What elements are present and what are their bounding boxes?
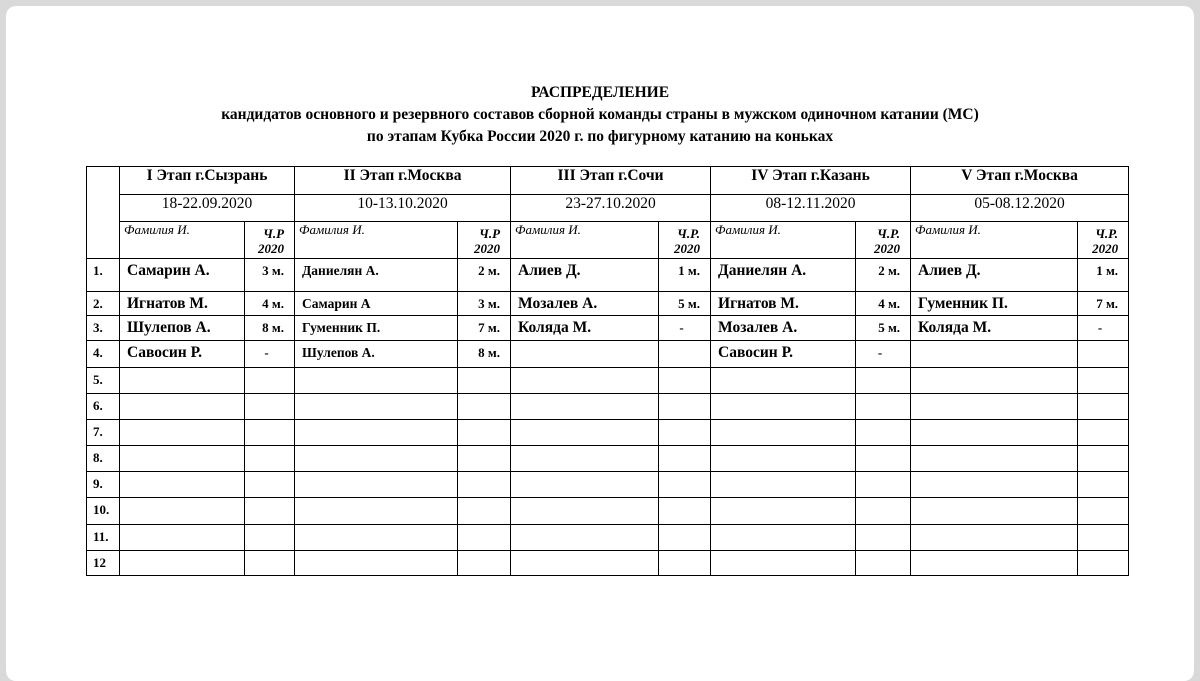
document-heading bbox=[0, 82, 1200, 148]
national-championship-place: 3 м. bbox=[458, 292, 511, 316]
skater-name bbox=[120, 420, 245, 446]
skater-name: Коляда М. bbox=[511, 316, 659, 341]
national-championship-place bbox=[856, 551, 911, 576]
document-subtitle-line-2: по этапам Кубка России 2020 г. по фигурному катанию на коньках bbox=[366, 128, 834, 145]
skater-name bbox=[120, 551, 245, 576]
skater-name bbox=[295, 368, 458, 394]
stage-dates: 08-12.11.2020 bbox=[711, 195, 911, 222]
rank-header-year: 2020 bbox=[474, 241, 501, 256]
national-championship-place bbox=[856, 472, 911, 498]
national-championship-place: 7 м. bbox=[1078, 292, 1129, 316]
national-championship-place: 1 м. bbox=[659, 259, 711, 292]
corner-cell bbox=[87, 167, 120, 259]
skater-name bbox=[295, 525, 458, 551]
national-championship-place bbox=[856, 368, 911, 394]
row-number: 12 bbox=[87, 551, 120, 576]
row-number: 11. bbox=[87, 525, 120, 551]
rank-column-header bbox=[856, 222, 911, 259]
document-title: РАСПРЕДЕЛЕНИЕ bbox=[530, 84, 670, 101]
skater-name: Мозалев А. bbox=[511, 292, 659, 316]
rank-column-header bbox=[245, 222, 295, 259]
skater-name bbox=[295, 551, 458, 576]
national-championship-place bbox=[659, 446, 711, 472]
national-championship-place: 5 м. bbox=[856, 316, 911, 341]
national-championship-place: 3 м. bbox=[245, 259, 295, 292]
row-number: 2. bbox=[87, 292, 120, 316]
national-championship-place bbox=[1078, 446, 1129, 472]
rank-header-label: Ч.Р bbox=[263, 226, 285, 241]
national-championship-place bbox=[245, 420, 295, 446]
national-championship-place bbox=[1078, 368, 1129, 394]
stage-dates: 05-08.12.2020 bbox=[911, 195, 1129, 222]
name-column-header: Фамилия И. bbox=[511, 222, 659, 259]
skater-name bbox=[120, 498, 245, 525]
national-championship-place bbox=[245, 472, 295, 498]
national-championship-place bbox=[1078, 472, 1129, 498]
skater-name bbox=[295, 394, 458, 420]
stage-title: II Этап г.Москва bbox=[295, 167, 511, 195]
rank-column-header bbox=[659, 222, 711, 259]
skater-name bbox=[120, 394, 245, 420]
national-championship-place bbox=[856, 394, 911, 420]
table-body bbox=[87, 259, 1129, 576]
stage-title: III Этап г.Сочи bbox=[511, 167, 711, 195]
skater-name bbox=[711, 368, 856, 394]
skater-name bbox=[711, 472, 856, 498]
national-championship-place bbox=[856, 525, 911, 551]
national-championship-place: - bbox=[1078, 316, 1129, 341]
skater-name bbox=[911, 341, 1078, 368]
national-championship-place bbox=[458, 394, 511, 420]
skater-name bbox=[511, 551, 659, 576]
national-championship-place bbox=[659, 394, 711, 420]
national-championship-place bbox=[1078, 551, 1129, 576]
rank-header-label: Ч.Р. bbox=[877, 226, 901, 241]
national-championship-place bbox=[659, 368, 711, 394]
skater-name bbox=[911, 420, 1078, 446]
skater-name bbox=[120, 525, 245, 551]
skater-name bbox=[295, 472, 458, 498]
row-number: 5. bbox=[87, 368, 120, 394]
row-number: 10. bbox=[87, 498, 120, 525]
national-championship-place: - bbox=[245, 341, 295, 368]
row-number: 3. bbox=[87, 316, 120, 341]
skater-name bbox=[911, 446, 1078, 472]
national-championship-place bbox=[245, 446, 295, 472]
national-championship-place bbox=[458, 472, 511, 498]
skater-name bbox=[295, 420, 458, 446]
skater-name: Даниелян А. bbox=[295, 259, 458, 292]
stage-dates: 23-27.10.2020 bbox=[511, 195, 711, 222]
skater-name bbox=[120, 446, 245, 472]
national-championship-place bbox=[458, 446, 511, 472]
skater-name: Игнатов М. bbox=[120, 292, 245, 316]
national-championship-place bbox=[856, 498, 911, 525]
skater-name bbox=[511, 420, 659, 446]
skater-name: Мозалев А. bbox=[711, 316, 856, 341]
table-row bbox=[87, 420, 1129, 446]
row-number: 1. bbox=[87, 259, 120, 292]
national-championship-place bbox=[856, 446, 911, 472]
national-championship-place bbox=[659, 525, 711, 551]
national-championship-place bbox=[1078, 420, 1129, 446]
skater-name bbox=[911, 394, 1078, 420]
table-row bbox=[87, 551, 1129, 576]
skater-name: Самарин А. bbox=[120, 259, 245, 292]
skater-name bbox=[711, 446, 856, 472]
skater-name: Алиев Д. bbox=[511, 259, 659, 292]
national-championship-place bbox=[458, 368, 511, 394]
skater-name bbox=[711, 525, 856, 551]
national-championship-place: 2 м. bbox=[856, 259, 911, 292]
skater-name: Гуменник П. bbox=[911, 292, 1078, 316]
national-championship-place: 4 м. bbox=[856, 292, 911, 316]
stage-dates: 10-13.10.2020 bbox=[295, 195, 511, 222]
skater-name bbox=[911, 498, 1078, 525]
skater-name bbox=[120, 472, 245, 498]
national-championship-place bbox=[458, 525, 511, 551]
rank-header-label: Ч.Р. bbox=[677, 226, 701, 241]
stage-title: V Этап г.Москва bbox=[911, 167, 1129, 195]
national-championship-place: 5 м. bbox=[659, 292, 711, 316]
national-championship-place bbox=[245, 525, 295, 551]
national-championship-place bbox=[1078, 498, 1129, 525]
stage-dates-row bbox=[87, 195, 1129, 222]
rank-header-year: 2020 bbox=[258, 241, 285, 256]
national-championship-place: 1 м. bbox=[1078, 259, 1129, 292]
stage-title: IV Этап г.Казань bbox=[711, 167, 911, 195]
national-championship-place bbox=[458, 420, 511, 446]
rank-column-header bbox=[458, 222, 511, 259]
national-championship-place bbox=[1078, 525, 1129, 551]
stage-dates: 18-22.09.2020 bbox=[120, 195, 295, 222]
skater-name bbox=[911, 472, 1078, 498]
skater-name bbox=[511, 525, 659, 551]
skater-name bbox=[711, 420, 856, 446]
skater-name bbox=[511, 446, 659, 472]
national-championship-place: 8 м. bbox=[458, 341, 511, 368]
skater-name: Самарин А bbox=[295, 292, 458, 316]
table-row bbox=[87, 498, 1129, 525]
national-championship-place bbox=[458, 498, 511, 525]
name-column-header: Фамилия И. bbox=[120, 222, 245, 259]
national-championship-place: 7 м. bbox=[458, 316, 511, 341]
skater-name bbox=[911, 368, 1078, 394]
skater-name bbox=[295, 446, 458, 472]
skater-name: Савосин Р. bbox=[711, 341, 856, 368]
table-row bbox=[87, 259, 1129, 292]
national-championship-place: - bbox=[856, 341, 911, 368]
skater-name: Коляда М. bbox=[911, 316, 1078, 341]
national-championship-place: - bbox=[659, 316, 711, 341]
rank-header-year: 2020 bbox=[1092, 241, 1119, 256]
skater-name bbox=[911, 525, 1078, 551]
table-row bbox=[87, 446, 1129, 472]
stage-title: I Этап г.Сызрань bbox=[120, 167, 295, 195]
table-row bbox=[87, 292, 1129, 316]
skater-name bbox=[511, 394, 659, 420]
rank-header-label: Ч.Р. bbox=[1095, 226, 1119, 241]
national-championship-place bbox=[1078, 341, 1129, 368]
national-championship-place bbox=[245, 551, 295, 576]
skater-name bbox=[295, 498, 458, 525]
national-championship-place bbox=[659, 551, 711, 576]
skater-name: Алиев Д. bbox=[911, 259, 1078, 292]
rank-header-label: Ч.Р bbox=[479, 226, 501, 241]
distribution-table bbox=[86, 166, 1129, 576]
skater-name bbox=[711, 498, 856, 525]
stage-header-row bbox=[87, 167, 1129, 195]
skater-name: Гуменник П. bbox=[295, 316, 458, 341]
national-championship-place bbox=[659, 472, 711, 498]
national-championship-place: 4 м. bbox=[245, 292, 295, 316]
name-column-header: Фамилия И. bbox=[711, 222, 856, 259]
table-row bbox=[87, 316, 1129, 341]
rank-header-year: 2020 bbox=[674, 241, 701, 256]
name-column-header: Фамилия И. bbox=[295, 222, 458, 259]
row-number: 8. bbox=[87, 446, 120, 472]
name-column-header: Фамилия И. bbox=[911, 222, 1078, 259]
national-championship-place bbox=[659, 498, 711, 525]
national-championship-place bbox=[245, 498, 295, 525]
row-number: 9. bbox=[87, 472, 120, 498]
skater-name: Шулепов А. bbox=[295, 341, 458, 368]
skater-name: Игнатов М. bbox=[711, 292, 856, 316]
skater-name bbox=[911, 551, 1078, 576]
skater-name bbox=[511, 498, 659, 525]
rank-header-year: 2020 bbox=[874, 241, 901, 256]
national-championship-place: 8 м. bbox=[245, 316, 295, 341]
rank-column-header bbox=[1078, 222, 1129, 259]
skater-name: Шулепов А. bbox=[120, 316, 245, 341]
national-championship-place bbox=[245, 368, 295, 394]
national-championship-place bbox=[1078, 394, 1129, 420]
national-championship-place bbox=[458, 551, 511, 576]
column-header-row bbox=[87, 222, 1129, 259]
skater-name bbox=[711, 551, 856, 576]
national-championship-place bbox=[659, 420, 711, 446]
table-row bbox=[87, 394, 1129, 420]
row-number: 6. bbox=[87, 394, 120, 420]
national-championship-place bbox=[856, 420, 911, 446]
document-subtitle-line-1: кандидатов основного и резервного составов сборной команды страны в мужском одиночном катании (МС) bbox=[221, 106, 979, 123]
row-number: 7. bbox=[87, 420, 120, 446]
skater-name bbox=[511, 368, 659, 394]
national-championship-place bbox=[659, 341, 711, 368]
national-championship-place: 2 м. bbox=[458, 259, 511, 292]
table-row bbox=[87, 525, 1129, 551]
skater-name bbox=[711, 394, 856, 420]
table-row bbox=[87, 368, 1129, 394]
skater-name bbox=[511, 472, 659, 498]
national-championship-place bbox=[245, 394, 295, 420]
skater-name: Даниелян А. bbox=[711, 259, 856, 292]
skater-name bbox=[511, 341, 659, 368]
table-row bbox=[87, 472, 1129, 498]
skater-name bbox=[120, 368, 245, 394]
table-row bbox=[87, 341, 1129, 368]
skater-name: Савосин Р. bbox=[120, 341, 245, 368]
row-number: 4. bbox=[87, 341, 120, 368]
